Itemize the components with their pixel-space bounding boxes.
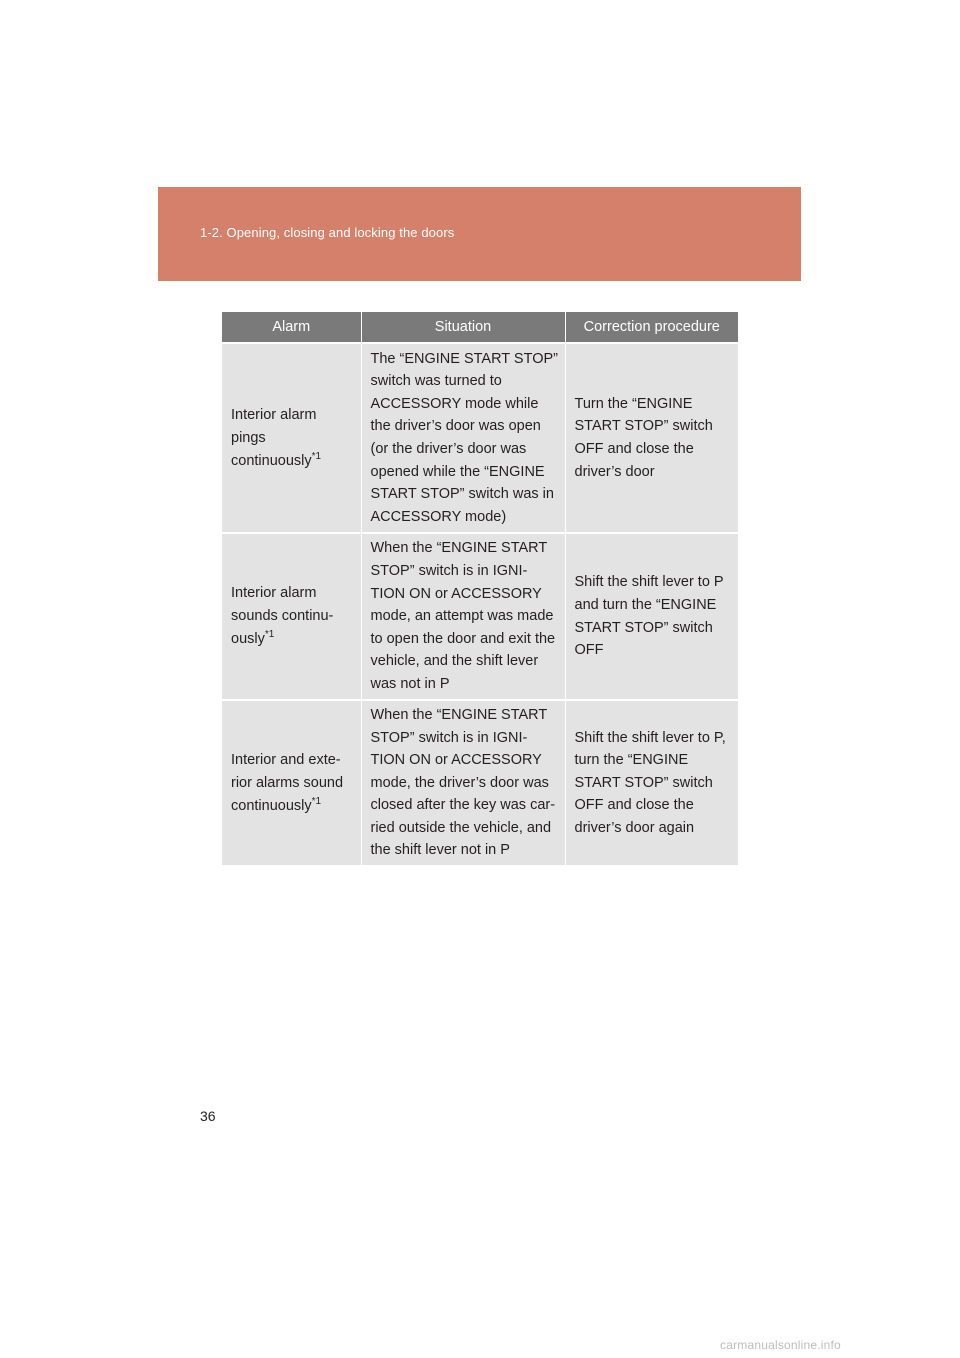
alarm-text: Interior alarm pings continuously [231,406,317,469]
watermark: carmanualsonline.info [720,1338,841,1352]
table-row [222,700,738,865]
alarm-table [222,312,738,865]
column-header-situation: Situation [361,312,565,343]
alarm-cell [222,343,361,533]
page-number: 36 [200,1108,216,1124]
section-header-band [158,187,801,281]
alarm-cell [222,700,361,865]
table-header-row [222,312,738,343]
table-row [222,533,738,700]
footnote-marker: *1 [311,795,322,807]
footnote-marker: *1 [264,629,275,640]
column-header-correction: Correction procedure [565,312,738,343]
situation-cell: The “ENGINE START STOP” switch was turned to ACCESSORY mode while the driver’s door was open (or the driver’s door was opened while the “ENGINE START STOP” switch was in ACCESSORY mode) [361,343,565,533]
situation-cell: When the “ENGINE START STOP” switch is in IGNI-TION ON or ACCESSORY mode, the driver’s door was closed after the key was car-ried outside the vehicle, and the shift lever not in P [361,700,565,865]
table-row [222,343,738,533]
alarm-text: Interior alarm sounds continu-ously [231,585,334,647]
correction-cell: Shift the shift lever to P, turn the “ENGINE START STOP” switch OFF and close the driver’s door again [565,700,738,865]
correction-cell: Shift the shift lever to P and turn the “ENGINE START STOP” switch OFF [565,533,738,700]
alarm-cell [222,533,361,700]
column-header-alarm: Alarm [222,312,361,343]
situation-cell: When the “ENGINE START STOP” switch is in IGNI-TION ON or ACCESSORY mode, an attempt was made to open the door and exit the vehicle, and the shift lever was not in P [361,533,565,700]
correction-cell: Turn the “ENGINE START STOP” switch OFF and close the driver’s door [565,343,738,533]
section-title: 1-2. Opening, closing and locking the doors [200,225,455,240]
alarm-text: Interior and exte-rior alarms sound continuously [231,751,344,814]
footnote-marker: *1 [311,450,322,462]
